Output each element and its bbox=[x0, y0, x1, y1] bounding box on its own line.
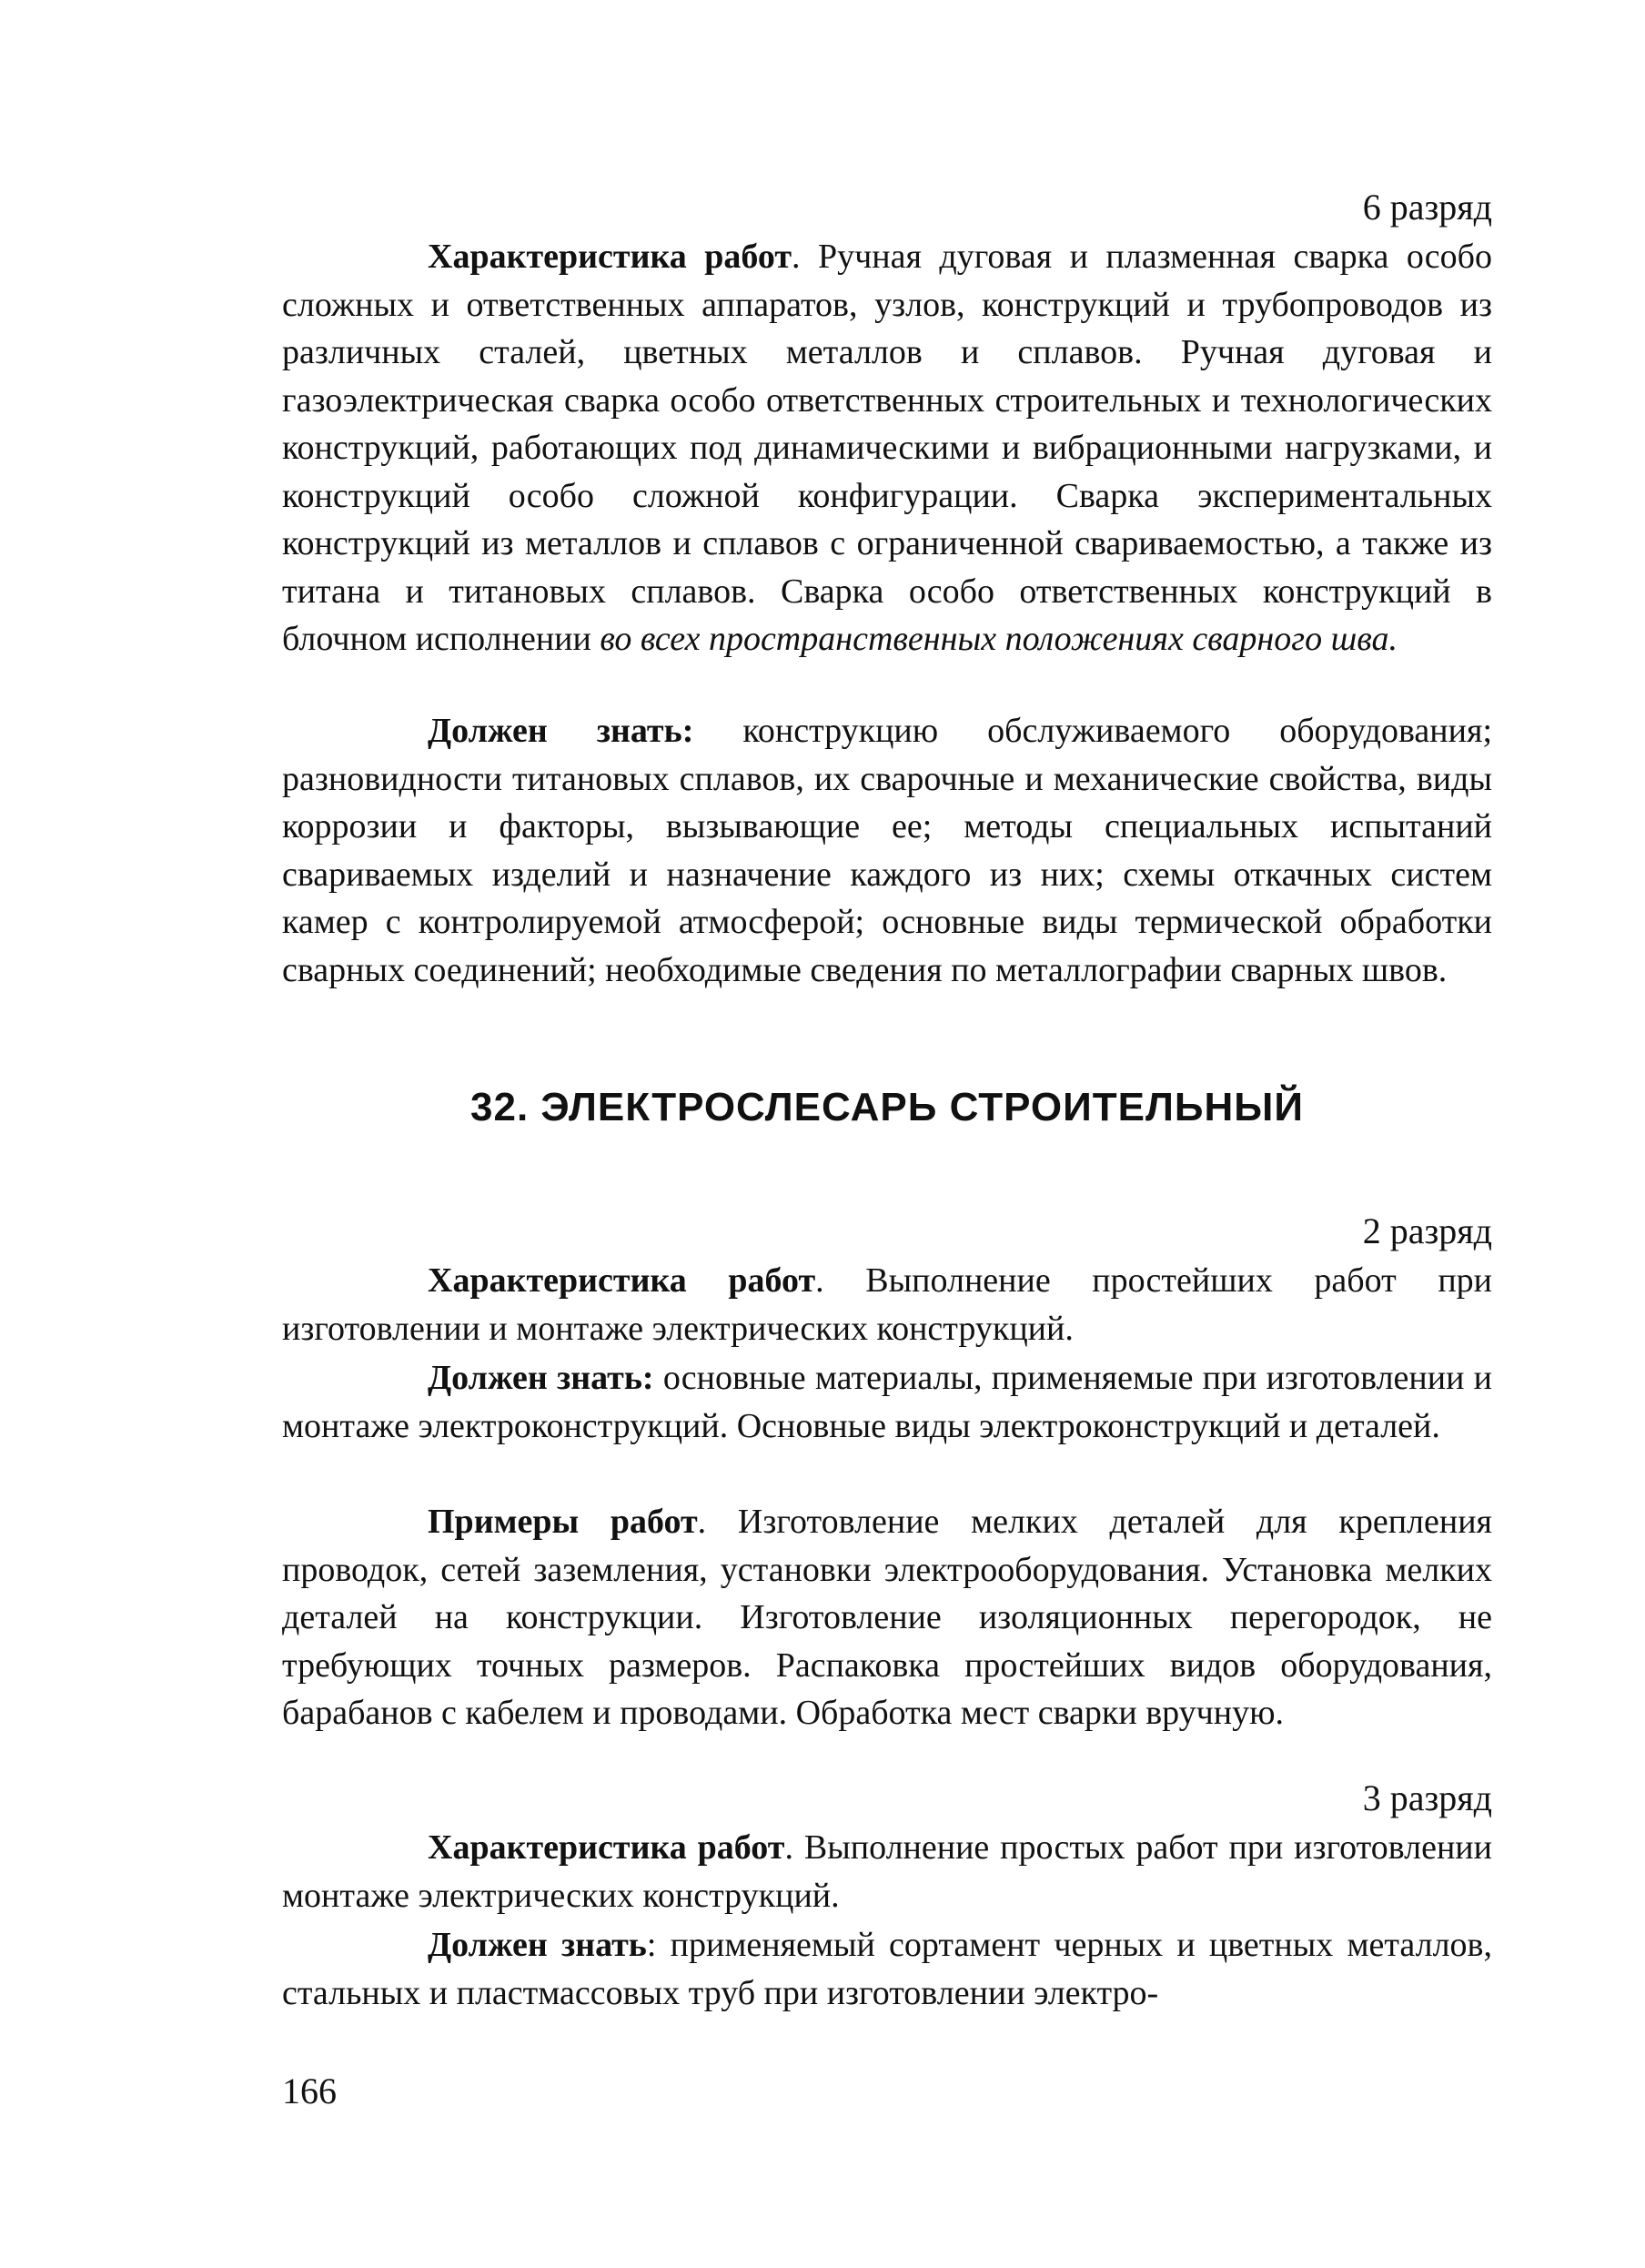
must-know-label: Должен знать bbox=[428, 1926, 647, 1964]
must-know-paragraph bbox=[282, 1354, 1492, 1450]
work-characteristics-paragraph bbox=[282, 233, 1492, 663]
work-characteristics-text-italic: во всех пространственных положениях сварного шва. bbox=[600, 620, 1398, 658]
must-know-text: конструкцию обслуживаемого оборудования; разновидности титановых сплавов, их сварочные и механические свойства, виды коррозии и факторы, вызывающие ее; методы специальных испытаний свариваемых изделий и назначение каждого из них; схемы откачных систем камер с контролируемой атмосферой; основные виды термической обработки сварных соединений; необходимые сведения по металлографии сварных швов. bbox=[282, 712, 1493, 989]
grade-heading: 2 разряд bbox=[1362, 1210, 1492, 1251]
must-know-text: : применяемый сортамент черных и цветных металлов, стальных и пластмассовых труб при изготовлении электро- bbox=[282, 1926, 1493, 2012]
work-examples-text: . Изготовление мелких деталей для крепления проводок, сетей заземления, установки электрооборудования. Установка мелких деталей на конструкции. Изготовление изоляционных перегородок, не требующих точных размеров. Распаковка простейших видов оборудования, барабанов с кабелем и проводами. Обработка мест сварки вручную. bbox=[282, 1503, 1493, 1732]
must-know-paragraph bbox=[282, 1921, 1492, 2017]
must-know-label: Должен знать: bbox=[428, 712, 694, 750]
must-know-text: основные материалы, применяемые при изготовлении и монтаже электроконструкций. Основные виды электроконструкций и деталей. bbox=[282, 1359, 1492, 1445]
section-title: 32. ЭЛЕКТРОСЛЕСАРЬ СТРОИТЕЛЬНЫЙ bbox=[470, 1085, 1304, 1129]
page-number: 166 bbox=[282, 2071, 337, 2111]
work-characteristics-paragraph bbox=[282, 1824, 1492, 1919]
work-characteristics-label: Характеристика работ bbox=[428, 238, 792, 276]
work-characteristics-label: Характеристика работ bbox=[428, 1828, 785, 1867]
work-characteristics-label: Характеристика работ bbox=[428, 1261, 816, 1300]
work-examples-paragraph bbox=[282, 1498, 1492, 1737]
work-characteristics-text: . Выполнение простых работ при изготовлении монтаже электрических конструкций. bbox=[282, 1828, 1492, 1915]
must-know-paragraph bbox=[282, 707, 1492, 994]
must-know-label: Должен знать: bbox=[428, 1359, 654, 1397]
grade-heading: 6 разряд bbox=[1362, 187, 1492, 228]
work-examples-label: Примеры работ bbox=[428, 1503, 698, 1541]
grade-heading: 3 разряд bbox=[1362, 1777, 1492, 1818]
work-characteristics-text: . Ручная дуговая и плазменная сварка особо сложных и ответственных аппаратов, узлов, конструкций и трубопроводов из различных сталей, цветных металлов и сплавов. Ручная дуговая и газоэлектрическая сварка особо ответственных строительных и технологических конструкций, работающих под динамическими и вибрационными нагрузками, и конструкций особо сложной конфигурации. Сварка экспериментальных конструкций из металлов и сплавов с ограниченной свариваемостью, а также из титана и титановых сплавов. Сварка особо ответственных конструкций в блочном исполнении bbox=[282, 238, 1492, 658]
work-characteristics-paragraph bbox=[282, 1257, 1492, 1352]
work-characteristics-text: . Выполнение простейших работ при изготовлении и монтаже электрических конструкций. bbox=[282, 1261, 1492, 1348]
